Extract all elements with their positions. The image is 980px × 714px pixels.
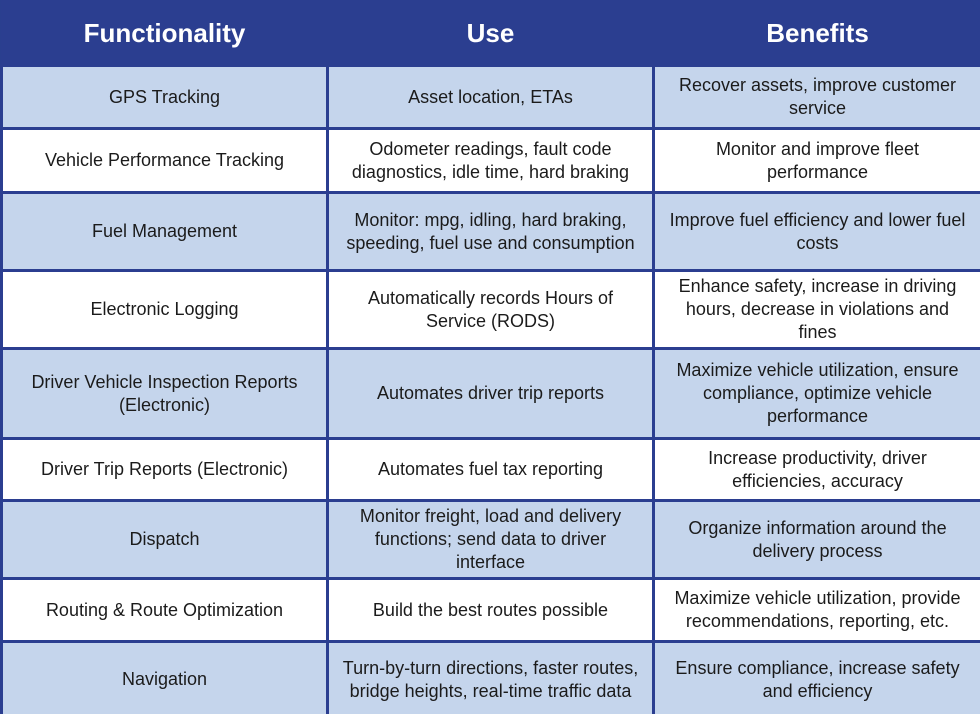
table-row	[2, 193, 980, 271]
use-cell: Monitor freight, load and delivery functions; send data to driver interface	[328, 501, 654, 579]
use-cell: Build the best routes possible	[328, 579, 654, 642]
header-use: Use	[328, 1, 654, 66]
use-cell: Monitor: mpg, idling, hard braking, speeding, fuel use and consumption	[328, 193, 654, 271]
benefits-cell: Increase productivity, driver efficiencies, accuracy	[654, 439, 980, 501]
use-cell: Automates fuel tax reporting	[328, 439, 654, 501]
benefits-cell: Enhance safety, increase in driving hours, decrease in violations and fines	[654, 271, 980, 349]
use-cell: Asset location, ETAs	[328, 66, 654, 129]
header-functionality: Functionality	[2, 1, 328, 66]
functionality-cell: GPS Tracking	[2, 66, 328, 129]
benefits-cell: Maximize vehicle utilization, provide recommendations, reporting, etc.	[654, 579, 980, 642]
benefits-cell: Maximize vehicle utilization, ensure compliance, optimize vehicle performance	[654, 349, 980, 439]
functionality-cell: Electronic Logging	[2, 271, 328, 349]
functionality-cell: Vehicle Performance Tracking	[2, 129, 328, 193]
benefits-cell: Monitor and improve fleet performance	[654, 129, 980, 193]
benefits-cell: Improve fuel efficiency and lower fuel costs	[654, 193, 980, 271]
use-cell: Turn-by-turn directions, faster routes, bridge heights, real-time traffic data	[328, 642, 654, 714]
table-row	[2, 501, 980, 579]
benefits-cell: Organize information around the delivery process	[654, 501, 980, 579]
table-row	[2, 439, 980, 501]
table-row	[2, 579, 980, 642]
functionality-cell: Routing & Route Optimization	[2, 579, 328, 642]
use-cell: Odometer readings, fault code diagnostics, idle time, hard braking	[328, 129, 654, 193]
table-row	[2, 129, 980, 193]
header-benefits: Benefits	[654, 1, 980, 66]
functionality-cell: Driver Trip Reports (Electronic)	[2, 439, 328, 501]
table-row	[2, 271, 980, 349]
use-cell: Automatically records Hours of Service (RODS)	[328, 271, 654, 349]
functionality-cell: Dispatch	[2, 501, 328, 579]
header-row	[2, 1, 980, 66]
table-row	[2, 642, 980, 714]
use-cell: Automates driver trip reports	[328, 349, 654, 439]
table-row	[2, 349, 980, 439]
functionality-cell: Navigation	[2, 642, 328, 714]
table-row	[2, 66, 980, 129]
benefits-cell: Ensure compliance, increase safety and efficiency	[654, 642, 980, 714]
functionality-cell: Driver Vehicle Inspection Reports (Electronic)	[2, 349, 328, 439]
benefits-cell: Recover assets, improve customer service	[654, 66, 980, 129]
functionality-cell: Fuel Management	[2, 193, 328, 271]
